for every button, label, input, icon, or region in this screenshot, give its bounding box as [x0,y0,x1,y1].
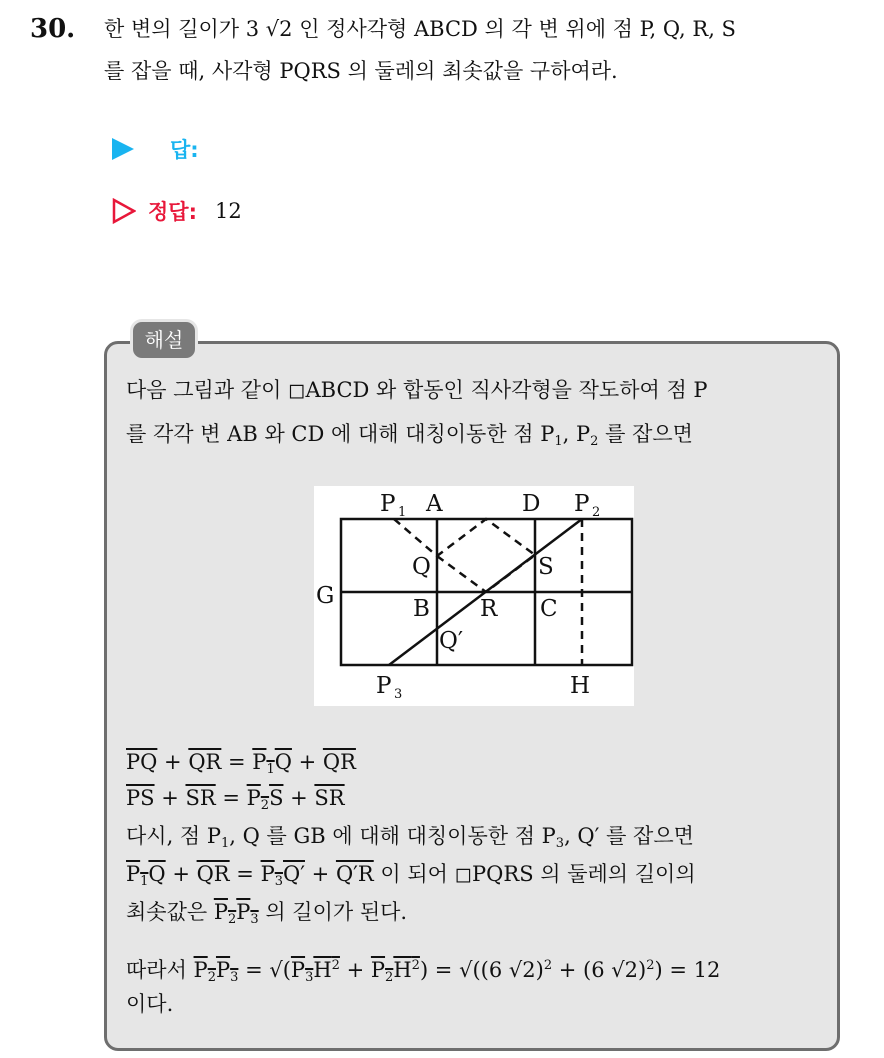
solution-line-1: 다음 그림과 같이 ◻ABCD 와 합동인 직사각형을 작도하여 점 P [126,378,708,402]
solution-line-2: 를 각각 변 AB 와 CD 에 대해 대칭이동한 점 $P_1$, $P_2$ 를 잡으면 [126,422,693,449]
label-P2: P [574,491,590,517]
correct-answer-label: 정답: [148,200,197,224]
label-C: C [540,596,558,622]
solution-line-3: 다시, 점 $P_1$, Q 를 GB 에 대해 대칭이동한 점 $P_3$, Q′ 를 잡으면 [126,824,694,851]
answer-row [112,134,199,164]
equation-line-1: $\overline{PQ} + \overline{QR} = P_1Q + \overline{QR}$ [126,750,356,777]
question-line-1: 한 변의 길이가 3 √2 인 정사각형 ABCD 의 각 변 위에 점 P, Q, R, S [104,17,736,41]
label-D: D [522,491,541,517]
label-G: G [316,583,335,609]
label-S: S [538,554,554,580]
label-B: B [413,596,430,622]
segment-QR-dashed [437,556,486,592]
answer-label: 답: [170,138,199,162]
equation-line-2: $\overline{PS} + \overline{SR} = P_2S + \overline{SR}$ [126,786,345,813]
label-R: R [480,596,498,622]
label-P3-sub: 3 [394,687,403,702]
geometry-figure [314,486,634,706]
correct-answer-row [112,196,242,226]
solution-line-6: 따라서 $P_2P_3 = √(P_3H^2 + P_2H^2) = √((6$ √2)$^2$ + (6 √2)$^2$) = 12 [126,958,721,985]
label-H: H [570,673,591,699]
geometry-diagram [314,486,634,706]
solution-line-5: 최솟값은 $P_2P_3$ 의 길이가 된다. [126,900,408,927]
solution-line-4: $P_1Q + \overline{QR} = P_3Q' + Q'R$ 이 되어 ◻PQRS 의 둘레의 길이의 [126,862,696,889]
outline-triangle-icon [112,198,136,224]
label-P1: P [380,491,396,517]
label-P2-sub: 2 [592,505,601,520]
question-line-2: 를 잡을 때, 사각형 PQRS 의 둘레의 최솟값을 구하여라. [104,59,618,83]
label-P1-sub: 1 [398,505,407,520]
correct-answer-value: 12 [214,199,242,223]
play-triangle-icon [112,138,134,160]
explanation-tag: 해설 [130,319,198,361]
label-A: A [426,491,443,517]
solution-line-7: 이다. [126,992,174,1016]
label-P3: P [376,673,392,699]
question-number: 30. [30,14,76,44]
label-Q: Q [412,554,431,580]
label-Q-prime: Q′ [439,628,464,654]
